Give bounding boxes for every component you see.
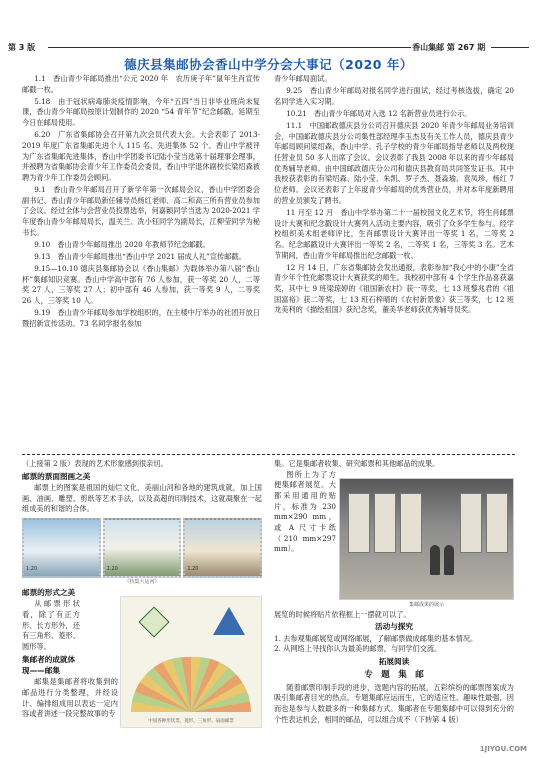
exhibition-figure xyxy=(274,470,514,610)
site-watermark: 1JIYOU.COM xyxy=(479,744,527,753)
entry: 10.21 香山青少年邮局对入选 12 名新营业员进行公示。 xyxy=(286,108,472,118)
section-divider xyxy=(22,454,515,455)
section-heading: 邮票的形式之美 xyxy=(22,588,76,598)
stamp-value: 1.20 xyxy=(26,566,38,573)
entry: 9.25 香山青少年邮局对报名同学进行面试，经过考核选拔，确定 20 名同学进入实习期。 xyxy=(274,86,514,106)
diamond-stamp xyxy=(138,607,169,638)
feature-text: 随着邮票印制手段的进步，选题内容的拓展，五彩缤纷的邮票图案成为吸引集邮者目光的热点。专题集邮应运而生，它的适应性、趣味性最强，因而也是参与人数最多的一种集邮方式。集邮者在专题集邮中可以得到充分的个性表达机会，相同的邮品，可以组合成不（下转第 4 版） xyxy=(274,682,514,724)
stamp-shape-section xyxy=(22,586,262,736)
philatelic-collection-article xyxy=(274,459,514,725)
stamp-strip xyxy=(22,518,262,578)
brand-name: 香山集邮 xyxy=(412,43,445,52)
visitor-figure xyxy=(444,545,454,575)
header-rule xyxy=(48,47,411,48)
photo-side-text: 图所上为了方便集邮者展览。大都采用通用的贴片，标准为 230 mm×290 mm，或 A 尺寸卡纸（210 mm×297 mm）。 xyxy=(274,469,336,554)
shape-text-block xyxy=(22,586,118,720)
triangle-stamp xyxy=(213,607,245,635)
stamp-image xyxy=(103,518,182,578)
stamp-image xyxy=(183,518,262,578)
activity-item: 1. 去参观集邮展览或网络邮展，了解邮票做成邮集的基本情况。 xyxy=(274,633,478,643)
feature-title: 专 题 集 邮 xyxy=(364,670,424,681)
issue-number: 第 267 期 xyxy=(446,43,486,52)
section-text: 从邮票形状看，除了有正方形、长方形外，还有三角形、菱形、圆形等。 xyxy=(22,599,80,652)
image-caption: 中国各种形状票、菱形、三角形、扇面邮票 xyxy=(148,718,234,724)
visitor-figure xyxy=(430,545,440,575)
section-text: 邮集是集邮者将收集到的邮品进行分类整理，并经设计、编排组成用以表达一定内容或者讲述一段完整故事的专 xyxy=(22,677,118,719)
display-board xyxy=(374,493,396,553)
article-title: 德庆县集邮协会香山中学分会大事记（2020 年） xyxy=(124,57,413,72)
fan-stamp xyxy=(131,657,251,712)
entry: 11.1 中国邮政德庆县分公司召开德庆县 2020 年青少年邮局业务培训会，中国邮政德庆县分公司集性部经理李玉杰及有关工作人员，德庆县青少年邮局顾问梁绍森，香山中学、孔子学校的青少年邮局指导老师以及两校现任营业员 50 多人出席了会议。会议表彰了我县 2008 年以来的青少年邮局优秀辅导老师。由中国邮政德庆分公司和德庆县教育局共同签发证书。其中我校获表彰的有梁绍森、陆小莹、朱凯、罗子杰、聂淼瑜、袁凤珍、杨红 7 位老师。会议还表彰了上年度青少年邮局的优秀营业员，并对本年度新聘用的营业员颁发了聘书。 xyxy=(274,121,514,205)
entry: 青少年邮局面试。 xyxy=(274,74,332,83)
stamp-caption: 《杭集大运河》 xyxy=(124,578,160,585)
page-number: 第 3 版 xyxy=(8,43,36,52)
stamp-beauty-article xyxy=(22,459,262,736)
entry: 9.15—10.10 德庆县集邮协会以《香山集邮》为载体举办第八届“香山杯”集邮知识竞赛。香山中学高中部有 76 人参加，获一等奖 20 人，二等奖 27 人，三等奖 27 人；初中部有 46 人参加，获一等奖 9 人，二等奖 26 人，三等奖 10 人。 xyxy=(22,264,260,306)
entry: 12 月 14 日，广东省集邮协会发出通报，表彰参加“我心中的小康”全省青少年个性化邮票设计大赛获奖的师生。我校初中部有 4 个学生作品喜获嘉奖，其中七 9 班梁琼婷的《祖国新农村》获一等奖，七 13 班黎兆君的《祖国富裕》获二等奖，七 13 班石梓晴的《农村新景象》获三等奖，七 12 班龙美利的《描绘祖国》获纪念奖，董美华老师获优秀辅导员奖。 xyxy=(274,262,514,315)
exhibition-photo xyxy=(339,478,514,600)
entry: 9.1 香山青少年邮局召开了新学年第一次邮局会议，香山中学团委会副书记、香山青少年邮局新任辅导员杨红老师、高二和高三所有营业员参加了会议。经过全体与会营业员投票选举，何嘉颖同学当选为 2020-2021 学年度香山青少年邮局局长，温关兰、冼小钰同学为副局长，江柳莹同学为秘书长。 xyxy=(22,185,260,237)
photo-caption: 集邮成果的展示 xyxy=(408,601,444,608)
header-rule-right xyxy=(491,47,529,48)
entry: 6.20 广东省集邮协会召开第九次会员代表大会。大会表彰了 2013-2019 年度广东省集邮先进个人 115 名、先进集体 52 个。香山中学被评为广东省集邮先进集体，香山中学团委书记陆小莹当选第十届理事会理事，并被聘为省集邮协会青少年工作委员会委员，香山中学退休副校长梁绍森被聘为青少年工作委员会顾问。 xyxy=(22,130,260,182)
display-board xyxy=(460,493,482,553)
stamp-image xyxy=(22,518,101,578)
continued-text: （上接第 2 版）表现的艺术形象感到很亲切。 xyxy=(22,459,168,468)
display-board xyxy=(348,493,370,553)
entry: 9.13 香山青少年邮局推出“香山中学 2021 届成人礼”宣传邮戳。 xyxy=(34,252,246,261)
entry: 11 月至 12 月 香山中学举办第二十一届校园文化艺术节，将生肖邮票设计大赛和纪念戳设计大赛列入活动主要内容，吸引了众多学生参与。经学校组织美术组老师评比，生肖邮票设计大赛评出一等奖 1 名，二等奖 2 名。纪念邮戳设计大赛评出一等奖 2 名，二等奖 1 名，三等奖 3 名。艺术节期间，香山青少年邮局推出纪念邮戳一枚。 xyxy=(274,207,514,260)
issue-label xyxy=(412,42,529,54)
stamp-value: 1.20 xyxy=(187,566,199,573)
page-header xyxy=(8,42,529,52)
reading-heading: 拓展阅读 xyxy=(378,656,410,666)
entry: 9.19 香山青少年邮局参加学校组织的，在主楼中厅举办的社团开放日暨招新宣传活动。73 名同学报名参加 xyxy=(22,308,260,328)
section-heading: 邮票的票面图画之美 xyxy=(22,471,91,481)
chronicle-left-column xyxy=(22,74,260,331)
intro-text: 集。它是集邮者收集、研究邮票和其他邮品的成果。 xyxy=(274,459,440,468)
entry: 1.1 香山青少年邮局推出“公元 2020 年 农历庚子年”鼠年生肖宣传邮戳一枚。 xyxy=(22,74,260,94)
shaped-stamps-image xyxy=(120,596,262,728)
activity-item: 2. 从网络上寻找你认为最美的邮票，与同学们交流。 xyxy=(274,644,442,654)
entry: 9.10 香山青少年邮局推出 2020 年教师节纪念邮戳。 xyxy=(34,239,210,249)
stamp-value: 1.20 xyxy=(106,566,118,573)
chronicle-right-column xyxy=(274,74,514,317)
section-text: 邮票上的图案是祖国的灿烂文化、美丽山河和各地的建筑成就，加上国画、油画、雕塑、剪纸等艺术手法，以及高超的印制技术，这就凝聚在一起组成美的和谐的合体。 xyxy=(22,482,262,514)
display-board xyxy=(486,493,508,553)
section-heading: 集邮者的成就体现——邮集 xyxy=(22,654,76,675)
display-board xyxy=(400,493,422,553)
after-photo-text: 展览的时候将贴片依程框上一摆就可以了。 xyxy=(274,609,411,619)
entry: 5.18 由于冠状病毒肺炎疫情影响，今年“五四”当日非毕业班尚未复课，香山青少年邮局按原计划制作的 2020 “54 青年节”纪念邮戳，延期至今日在邮局使用。 xyxy=(22,96,260,128)
activity-heading: 活动与探究 xyxy=(375,622,413,632)
